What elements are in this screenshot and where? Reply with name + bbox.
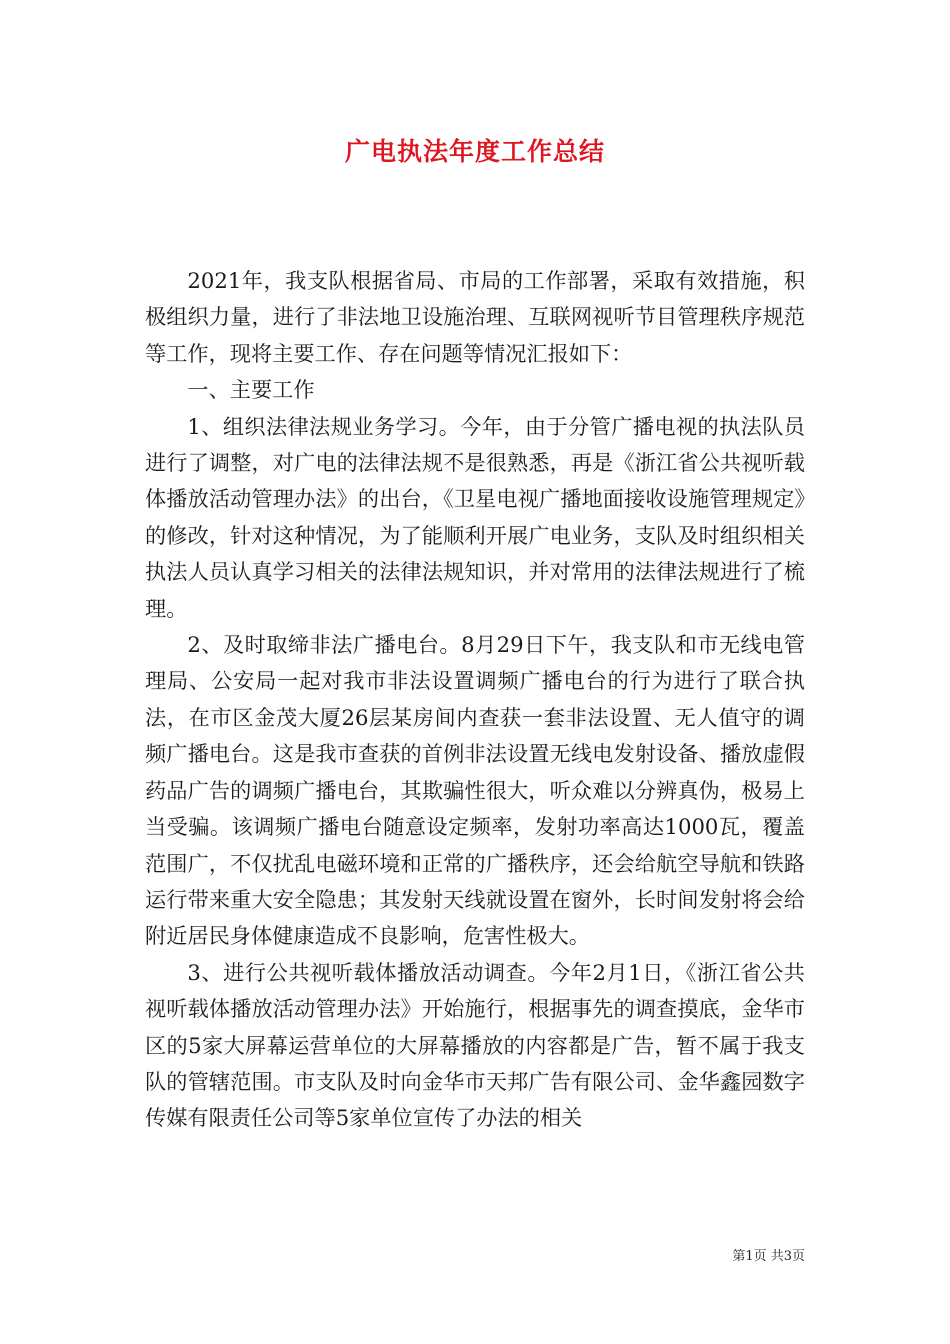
paragraph-intro: 2021年，我支队根据省局、市局的工作部署，采取有效措施，积极组织力量，进行了非法地卫设施治理、互联网视听节目管理秩序规范等工作，现将主要工作、存在问题等情况汇报如下： (145, 268, 805, 366)
section-heading-main-work: 一、主要工作 (187, 377, 315, 403)
paragraph-item-1: 1、组织法律法规业务学习。今年，由于分管广播电视的执法队员进行了调整，对广电的法律法规不是很熟悉，再是《浙江省公共视听载体播放活动管理办法》的出台，《卫星电视广播地面接收设施管理规定》的修改，针对这种情况，为了能顺利开展广电业务，支队及时组织相关执法人员认真学习相关的法律法规知识，并对常用的法律法规进行了梳理。 (145, 413, 805, 621)
document-body (145, 263, 805, 1137)
paragraph-item-2: 2、及时取缔非法广播电台。8月29日下午，我支队和市无线电管理局、公安局一起对我市非法设置调频广播电台的行为进行了联合执法，在市区金茂大厦26层某房间内查获一套非法设置、无人值守的调频广播电台。这是我市查获的首例非法设置无线电发射设备、播放虚假药品广告的调频广播电台，其欺骗性很大，听众难以分辨真伪，极易上当受骗。该调频广播电台随意设定频率，发射功率高达1000瓦，覆盖范围广，不仅扰乱电磁环境和正常的广播秩序，还会给航空导航和铁路运行带来重大安全隐患；其发射天线就设置在窗外，长时间发射将会给附近居民身体健康造成不良影响，危害性极大。 (145, 632, 805, 949)
document-title: 广电执法年度工作总结 (344, 137, 605, 166)
page-number-footer: 第1页 共3页 (732, 1249, 805, 1264)
paragraph-item-3: 3、进行公共视听载体播放活动调查。今年2月1日，《浙江省公共视听载体播放活动管理办法》开始施行，根据事先的调查摸底，金华市区的5家大屏幕运营单位的大屏幕播放的内容都是广告，暂不属于我支队的管辖范围。市支队及时向金华市天邦广告有限公司、金华鑫园数字传媒有限责任公司等5家单位宣传了办法的相关 (145, 959, 805, 1131)
